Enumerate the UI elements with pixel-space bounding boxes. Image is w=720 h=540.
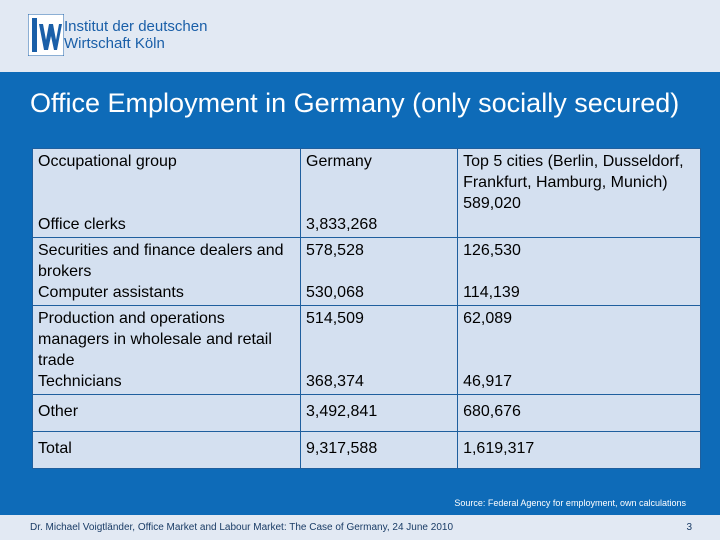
table-row (33, 149, 701, 238)
row-label: Securities and finance dealers and brokers (38, 242, 284, 280)
iw-logo-icon (28, 14, 64, 56)
table-cell (301, 306, 458, 395)
table-row (33, 306, 701, 395)
table-cell (33, 149, 301, 238)
germany-value: 530,068 (306, 284, 364, 301)
top5-value: 114,139 (463, 284, 520, 301)
row-label: Technicians (38, 373, 122, 390)
table-row (33, 432, 701, 469)
table-cell (458, 149, 701, 238)
top5-value: 589,020 (463, 195, 521, 212)
column-header-top5: Top 5 cities (Berlin, Dusseldorf, Frankfurt, Hamburg, Munich) (463, 153, 684, 191)
table-cell (301, 238, 458, 306)
table-row (33, 395, 701, 432)
top5-value: 680,676 (458, 395, 701, 432)
page-number: 3 (686, 522, 692, 533)
top5-value: 46,917 (463, 373, 513, 390)
row-label: Production and operations managers in wholesale and retail trade (38, 310, 272, 369)
column-header-occupational-group: Occupational group (38, 153, 177, 170)
footer-bar (0, 515, 720, 540)
table-row (33, 238, 701, 306)
table-cell (301, 149, 458, 238)
table-cell (33, 238, 301, 306)
table-cell (33, 306, 301, 395)
germany-value: 9,317,588 (301, 432, 458, 469)
table-cell (458, 306, 701, 395)
source-note: Source: Federal Agency for employment, own calculations (454, 498, 686, 508)
top5-value: 62,089 (463, 310, 513, 327)
germany-value: 578,528 (306, 242, 364, 259)
logo-line-1: Institut der deutschen (64, 18, 208, 35)
germany-value: 368,374 (306, 373, 364, 390)
germany-value: 3,833,268 (306, 216, 378, 233)
germany-value: 3,492,841 (301, 395, 458, 432)
germany-value: 514,509 (306, 310, 364, 327)
row-label: Computer assistants (38, 284, 184, 301)
footer-citation: Dr. Michael Voigtländer, Office Market and Labour Market: The Case of Germany, 24 June 2010 (30, 522, 454, 533)
top5-value: 1,619,317 (458, 432, 701, 469)
row-label: Total (33, 432, 301, 469)
column-header-germany: Germany (306, 153, 372, 170)
row-label: Other (33, 395, 301, 432)
logo-line-2: Wirtschaft Köln (64, 35, 165, 52)
table-cell (458, 238, 701, 306)
header-bar (0, 0, 720, 72)
top5-value: 126,530 (463, 242, 521, 259)
row-label: Office clerks (38, 216, 126, 233)
page-title: Office Employment in Germany (only socially secured) (30, 88, 680, 118)
employment-table (32, 148, 701, 469)
logo-text (64, 18, 207, 52)
